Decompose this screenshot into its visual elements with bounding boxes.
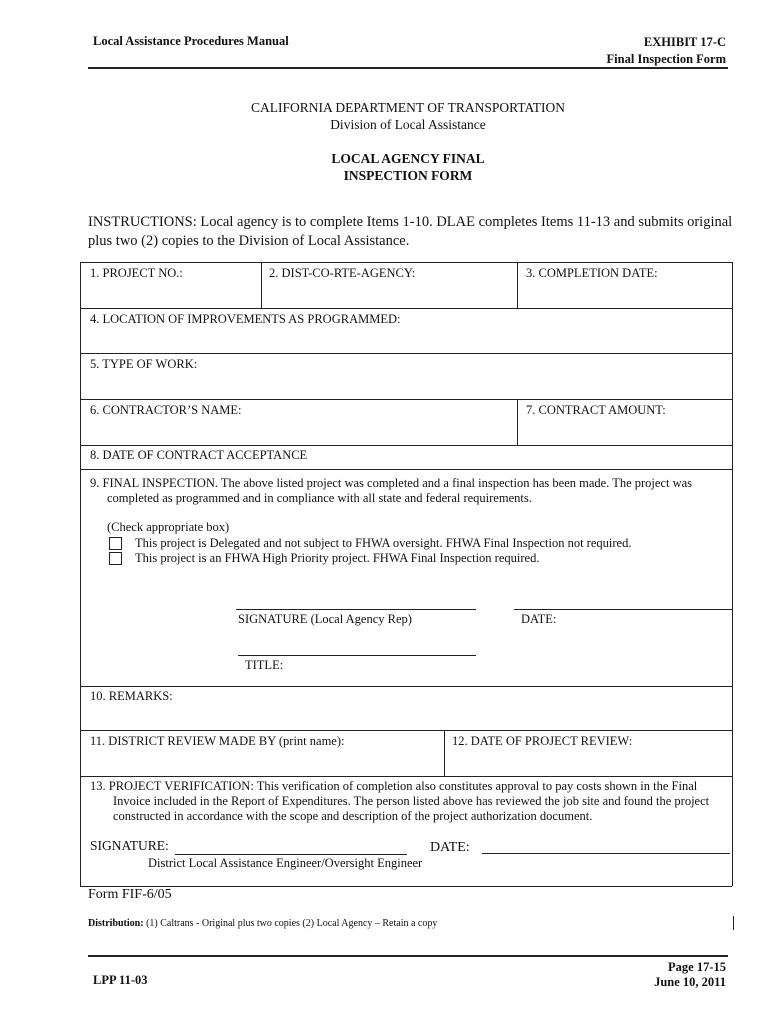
check-instruction: (Check appropriate box) xyxy=(107,520,230,534)
divider xyxy=(444,730,445,776)
form-title xyxy=(88,150,728,184)
contractor-name-field[interactable]: 6. CONTRACTOR’S NAME: xyxy=(90,403,242,417)
footer-rule xyxy=(88,955,728,957)
department-block xyxy=(88,99,728,133)
department-name: CALIFORNIA DEPARTMENT OF TRANSPORTATION xyxy=(251,100,565,115)
agency-signature-line[interactable] xyxy=(236,609,476,610)
contract-amount-field[interactable]: 7. CONTRACT AMOUNT: xyxy=(526,403,666,417)
dlae-engineer-label: District Local Assistance Engineer/Oversight Engineer xyxy=(148,856,423,870)
page-number: Page 17-15 xyxy=(668,960,726,974)
margin-mark xyxy=(733,916,734,930)
final-inspection-text-2: completed as programmed and in compliance with all state and federal requirements. xyxy=(107,491,532,505)
agency-date-line[interactable] xyxy=(514,609,732,610)
location-field[interactable]: 4. LOCATION OF IMPROVEMENTS AS PROGRAMMED: xyxy=(90,312,401,326)
row-divider xyxy=(80,776,732,777)
high-priority-checkbox[interactable] xyxy=(109,552,122,565)
row-divider xyxy=(80,353,732,354)
lpp-number: LPP 11-03 xyxy=(93,973,148,987)
instructions: INSTRUCTIONS: Local agency is to complete Items 1-10. DLAE completes Items 11-13 and submits original plus two (2) copies to the Division of Local Assistance. xyxy=(88,214,733,249)
agency-title-line[interactable] xyxy=(238,655,476,656)
manual-title: Local Assistance Procedures Manual xyxy=(93,34,289,48)
verification-text-1: 13. PROJECT VERIFICATION: This verification of completion also constitutes approval to pay costs shown in the Final xyxy=(90,779,698,793)
form-top-border xyxy=(80,262,732,263)
inspection-form xyxy=(80,262,732,886)
divider xyxy=(261,262,262,308)
header-rule xyxy=(88,67,728,69)
row-divider xyxy=(80,308,732,309)
agency-date-label: DATE: xyxy=(521,612,557,626)
divider xyxy=(517,262,518,308)
row-divider xyxy=(80,445,732,446)
dlae-signature-line[interactable] xyxy=(175,854,407,855)
project-no-field[interactable]: 1. PROJECT NO.: xyxy=(90,266,183,280)
final-inspection-text-1: 9. FINAL INSPECTION. The above listed project was completed and a final inspection has been made. The project was xyxy=(90,476,693,490)
page-info xyxy=(654,960,726,990)
exhibit-header xyxy=(607,34,726,68)
agency-title-label: TITLE: xyxy=(245,658,284,672)
row-divider xyxy=(80,730,732,731)
row-divider xyxy=(80,686,732,687)
type-of-work-field[interactable]: 5. TYPE OF WORK: xyxy=(90,357,198,371)
delegated-checkbox[interactable] xyxy=(109,537,122,550)
form-bottom-border xyxy=(80,886,732,887)
district-review-by-field[interactable]: 11. DISTRICT REVIEW MADE BY (print name): xyxy=(90,734,345,748)
verification-text-3: constructed in accordance with the scope and description of the project authorization document. xyxy=(113,809,593,823)
delegated-option-label: This project is Delegated and not subject to FHWA oversight. FHWA Final Inspection not required. xyxy=(135,536,632,550)
high-priority-option-label: This project is an FHWA High Priority project. FHWA Final Inspection required. xyxy=(135,551,540,565)
distribution-label: Distribution: xyxy=(88,918,144,929)
completion-date-field[interactable]: 3. COMPLETION DATE: xyxy=(526,266,658,280)
row-divider xyxy=(80,399,732,400)
dlae-date-label: DATE: xyxy=(430,840,470,855)
form-title-line2: INSPECTION FORM xyxy=(343,168,473,183)
form-id: Form FIF-6/05 xyxy=(88,887,172,902)
distribution-text: (1) Caltrans - Original plus two copies (2) Local Agency – Retain a copy xyxy=(143,918,438,929)
dist-co-rte-field[interactable]: 2. DIST-CO-RTE-AGENCY: xyxy=(269,266,416,280)
row-divider xyxy=(80,469,732,470)
date-of-acceptance-field[interactable]: 8. DATE OF CONTRACT ACCEPTANCE xyxy=(90,448,308,462)
agency-signature-label: SIGNATURE (Local Agency Rep) xyxy=(238,612,412,626)
division-name: Division of Local Assistance xyxy=(330,117,486,132)
form-right-border xyxy=(732,262,733,886)
page-date: June 10, 2011 xyxy=(654,975,726,989)
verification-text-2: Invoice included in the Report of Expenditures. The person listed above has reviewed the job site and found the project xyxy=(113,794,710,808)
form-title-line1: LOCAL AGENCY FINAL xyxy=(331,151,485,166)
distribution xyxy=(88,918,437,929)
dlae-signature-label: SIGNATURE: xyxy=(90,838,169,853)
exhibit-number: EXHIBIT 17-C xyxy=(643,35,726,49)
divider xyxy=(517,399,518,445)
date-of-review-field[interactable]: 12. DATE OF PROJECT REVIEW: xyxy=(452,734,633,748)
form-name: Final Inspection Form xyxy=(606,52,726,66)
form-left-border xyxy=(80,262,81,886)
remarks-field[interactable]: 10. REMARKS: xyxy=(90,689,173,703)
dlae-date-line[interactable] xyxy=(482,853,730,854)
